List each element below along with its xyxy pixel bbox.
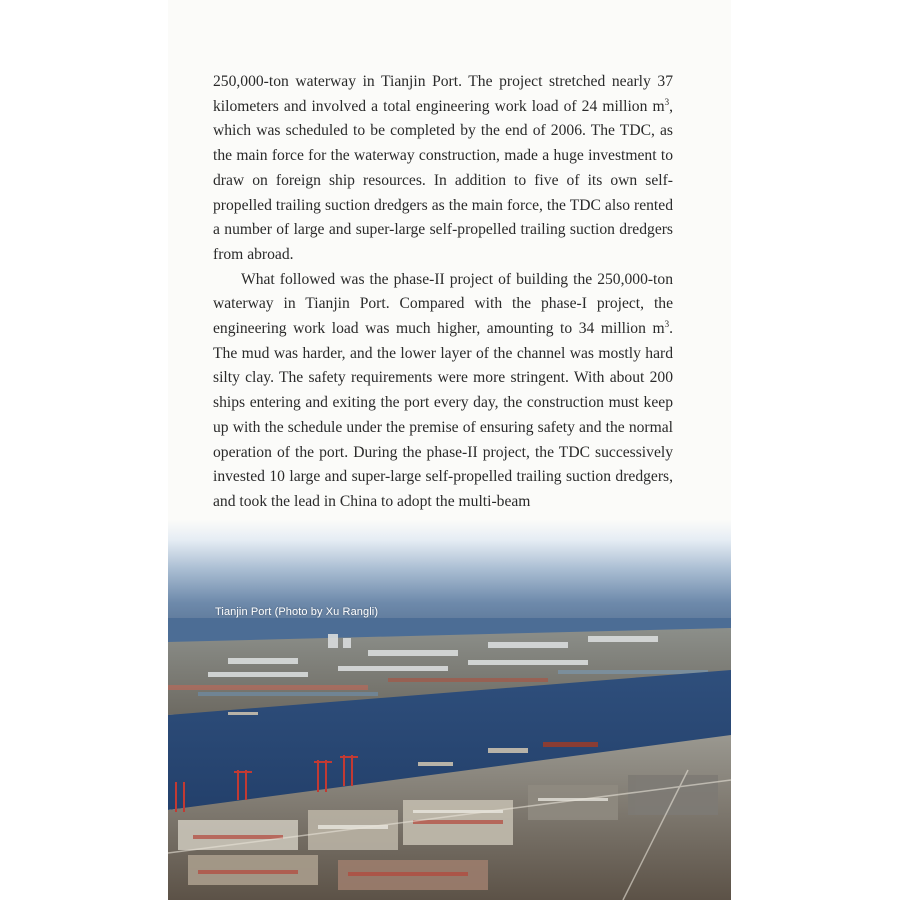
book-page [168, 0, 731, 900]
paragraph-1: 250,000-ton waterway in Tianjin Port. The project stretched nearly 37 kilometers and involved a total engineering work load of 24 million $m^3$, which was scheduled to be completed by the end of 2006. The TDC, as the main force for the waterway construction, made a huge investment to draw on foreign ship resources. In addition to five of its own self-propelled trailing suction dredgers as the main force, the TDC also rented a number of large and super-large self-propelled trailing suction dredgers from abroad. [213, 73, 673, 263]
paragraph-2: What followed was the phase-II project of building the 250,000-ton waterway in Tianjin Port. Compared with the phase-I project, the engineering work load was much higher, amounting to 34 million $m^3$. The mud was harder, and the lower layer of the channel was mostly hard silty clay. The safety requirements were more stringent. With about 200 ships entering and exiting the port every day, the construction must keep up with the schedule under the premise of ensuring safety and the normal operation of the port. During the phase-II project, the TDC successively invested 10 large and super-large self-propelled trailing suction dredgers, and took the lead in China to adopt the multi-beam [213, 270, 673, 510]
superscript-3: 3 [664, 96, 670, 107]
port-photo [168, 520, 731, 900]
photo-caption: Tianjin Port (Photo by Xu Rangli) [215, 606, 379, 618]
superscript-3: 3 [664, 319, 670, 330]
body-text [213, 70, 673, 515]
port-aerial-image [168, 520, 731, 900]
